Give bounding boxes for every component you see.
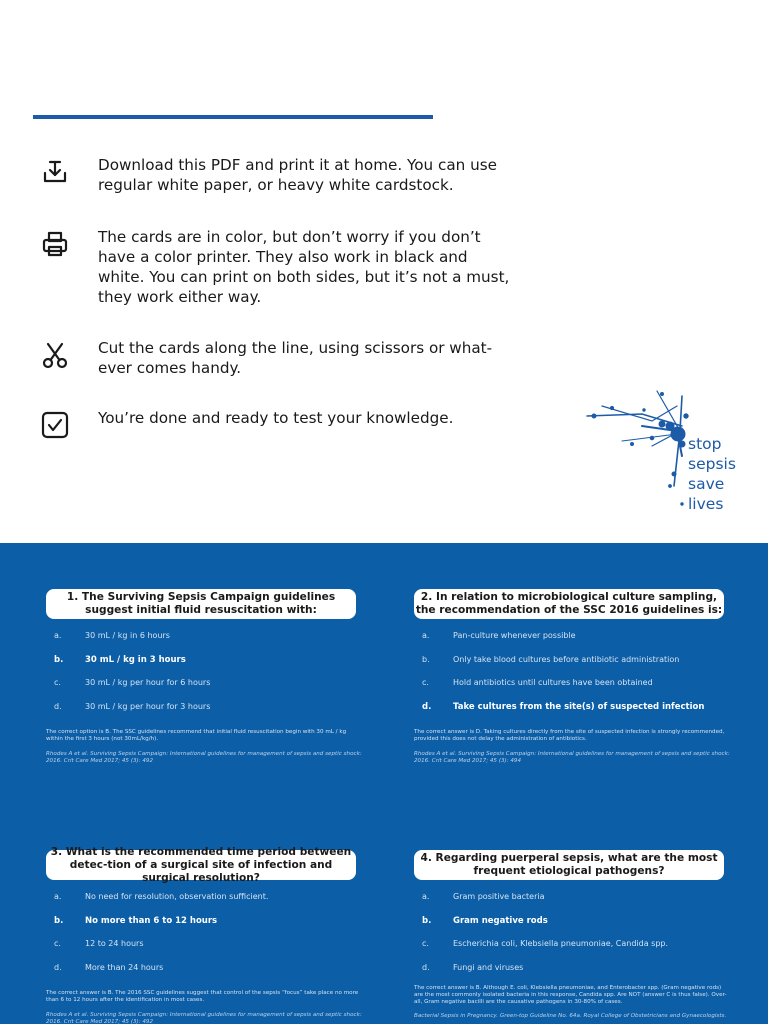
option-letter: d. bbox=[54, 702, 62, 711]
instruction-text: The cards are in color, but don’t worry if you don’t have a color printer. They also work in black and white. You can print on both sides, but it’s not a must, they work either way. bbox=[98, 228, 510, 306]
logo-word: lives bbox=[688, 495, 724, 513]
answer-option bbox=[40, 678, 380, 692]
option-letter: d. bbox=[422, 702, 432, 712]
question-box bbox=[46, 845, 356, 884]
answer-option bbox=[40, 892, 380, 906]
option-letter: a. bbox=[422, 631, 430, 640]
answer-option-correct bbox=[40, 655, 380, 669]
answer-option-correct bbox=[40, 916, 380, 930]
answer-option bbox=[408, 939, 748, 953]
option-letter: d. bbox=[54, 963, 62, 972]
instruction-text: You’re done and ready to test your knowledge. bbox=[98, 409, 454, 427]
option-text: 30 mL / kg per hour for 3 hours bbox=[85, 702, 211, 711]
logo-tagline bbox=[688, 434, 736, 514]
option-letter: b. bbox=[54, 655, 64, 665]
scissors-icon bbox=[40, 340, 70, 370]
option-text: 30 mL / kg in 6 hours bbox=[85, 631, 170, 640]
option-letter: a. bbox=[54, 631, 62, 640]
option-text: No need for resolution, observation sufficient. bbox=[85, 892, 269, 901]
printer-icon bbox=[40, 229, 70, 259]
logo-word: sepsis bbox=[688, 455, 736, 473]
option-letter: c. bbox=[54, 939, 61, 948]
quiz-card bbox=[40, 845, 380, 1025]
answer-explanation: The correct option is B. The SSC guidelines recommend that initial fluid resuscitation begin with 30 mL / kg within the first 3 hours (not 30mL/kg/h). bbox=[46, 729, 347, 742]
option-text: Escherichia coli, Klebsiella pneumoniae, Candida spp. bbox=[453, 939, 669, 948]
option-letter: d. bbox=[422, 963, 430, 972]
answer-option bbox=[408, 963, 748, 977]
answer-option bbox=[408, 655, 748, 669]
instruction-text: Cut the cards along the line, using scissors or what-ever comes handy. bbox=[98, 339, 493, 377]
download-icon bbox=[40, 157, 70, 187]
option-text: Only take blood cultures before antibiotic administration bbox=[453, 655, 680, 664]
option-letter: b. bbox=[54, 916, 64, 926]
answer-option bbox=[408, 631, 748, 645]
option-letter: c. bbox=[54, 678, 61, 687]
question-text: 4. Regarding puerperal sepsis, what are the most frequent etiological pathogens? bbox=[420, 852, 718, 877]
answer-option bbox=[40, 939, 380, 953]
option-letter: a. bbox=[422, 892, 430, 901]
quiz-cards-section bbox=[0, 543, 768, 1024]
answer-explanation: The correct answer is D. Taking cultures directly from the site of suspected infection is strongly recommended, provided this does not delay the administration of antibiotics. bbox=[414, 729, 725, 742]
question-box bbox=[46, 589, 356, 619]
quiz-card bbox=[408, 589, 748, 789]
answer-option bbox=[40, 702, 380, 716]
option-text: Fungi and viruses bbox=[453, 963, 524, 972]
option-text: 30 mL / kg in 3 hours bbox=[85, 655, 186, 665]
option-text: 12 to 24 hours bbox=[85, 939, 144, 948]
instruction-text: Download this PDF and print it at home. You can use regular white paper, or heavy white cardstock. bbox=[98, 156, 497, 194]
answer-option bbox=[408, 892, 748, 906]
option-text: Take cultures from the site(s) of suspected infection bbox=[453, 702, 705, 712]
question-text: 1. The Surviving Sepsis Campaign guidelines suggest initial fluid resuscitation with: bbox=[66, 591, 336, 616]
answer-explanation: The correct answer is B. Although E. coli, Klebsiella pneumoniae, and Enterobacter spp. (Gram negative rods) are the most commonly isolated bacteria in this response, Candida spp. Are NOT (answer C is thus false). Over-all, Gram negative bacilli are the causative pathogens in 30-80% of cases. bbox=[414, 985, 727, 1005]
option-text: Gram positive bacteria bbox=[453, 892, 545, 901]
answer-reference: Rhodes A et al. Surviving Sepsis Campaign: International guidelines for management of sepsis and septic shock: 2016. Crit Care Med 2017; 45 (3): 492 bbox=[46, 751, 362, 764]
question-text: 2. In relation to microbiological culture sampling, the recommendation of the SSC 2016 guidelines is: bbox=[415, 591, 723, 616]
answer-option-correct bbox=[408, 702, 748, 716]
option-text: No more than 6 to 12 hours bbox=[85, 916, 218, 926]
answer-option bbox=[40, 631, 380, 645]
answer-reference: Rhodes A et al. Surviving Sepsis Campaign: International guidelines for management of sepsis and septic shock: 2016. Crit Care Med 2017; 45 (3): 494 bbox=[414, 751, 730, 764]
question-box bbox=[414, 850, 724, 880]
option-letter: b. bbox=[422, 655, 430, 664]
quiz-card bbox=[408, 850, 748, 1024]
section-divider bbox=[33, 115, 433, 119]
option-text: More than 24 hours bbox=[85, 963, 164, 972]
option-letter: c. bbox=[422, 678, 429, 687]
logo-word: stop bbox=[688, 435, 722, 453]
answer-option bbox=[40, 963, 380, 977]
option-letter: c. bbox=[422, 939, 429, 948]
logo-word: save bbox=[688, 475, 725, 493]
option-text: Hold antibiotics until cultures have been obtained bbox=[453, 678, 653, 687]
answer-option-correct bbox=[408, 916, 748, 930]
answer-reference: Rhodes A et al. Surviving Sepsis Campaign: International guidelines for management of sepsis and septic shock: 2016. Crit Care Med 2017; 45 (3): 492 bbox=[46, 1012, 362, 1025]
option-text: Pan-culture whenever possible bbox=[453, 631, 576, 640]
answer-reference: Bacterial Sepsis in Pregnancy. Green-top Guideline No. 64a. Royal College of Obstetricians and Gynaecologists. bbox=[414, 1013, 727, 1019]
answer-explanation: The correct answer is B. The 2016 SSC guidelines suggest that control of the sepsis “focus” take place no more than 6 to 12 hours after the identification in most cases. bbox=[46, 990, 359, 1003]
option-letter: a. bbox=[54, 892, 62, 901]
question-text: 3. What is the recommended time period between detec-tion of a surgical site of infection and surgical resolution? bbox=[50, 845, 352, 884]
answer-option bbox=[408, 678, 748, 692]
checkbox-icon bbox=[40, 410, 70, 440]
option-text: Gram negative rods bbox=[453, 916, 548, 926]
option-text: 30 mL / kg per hour for 6 hours bbox=[85, 678, 211, 687]
quiz-card bbox=[40, 589, 380, 789]
question-box bbox=[414, 589, 724, 619]
option-letter: b. bbox=[422, 916, 432, 926]
